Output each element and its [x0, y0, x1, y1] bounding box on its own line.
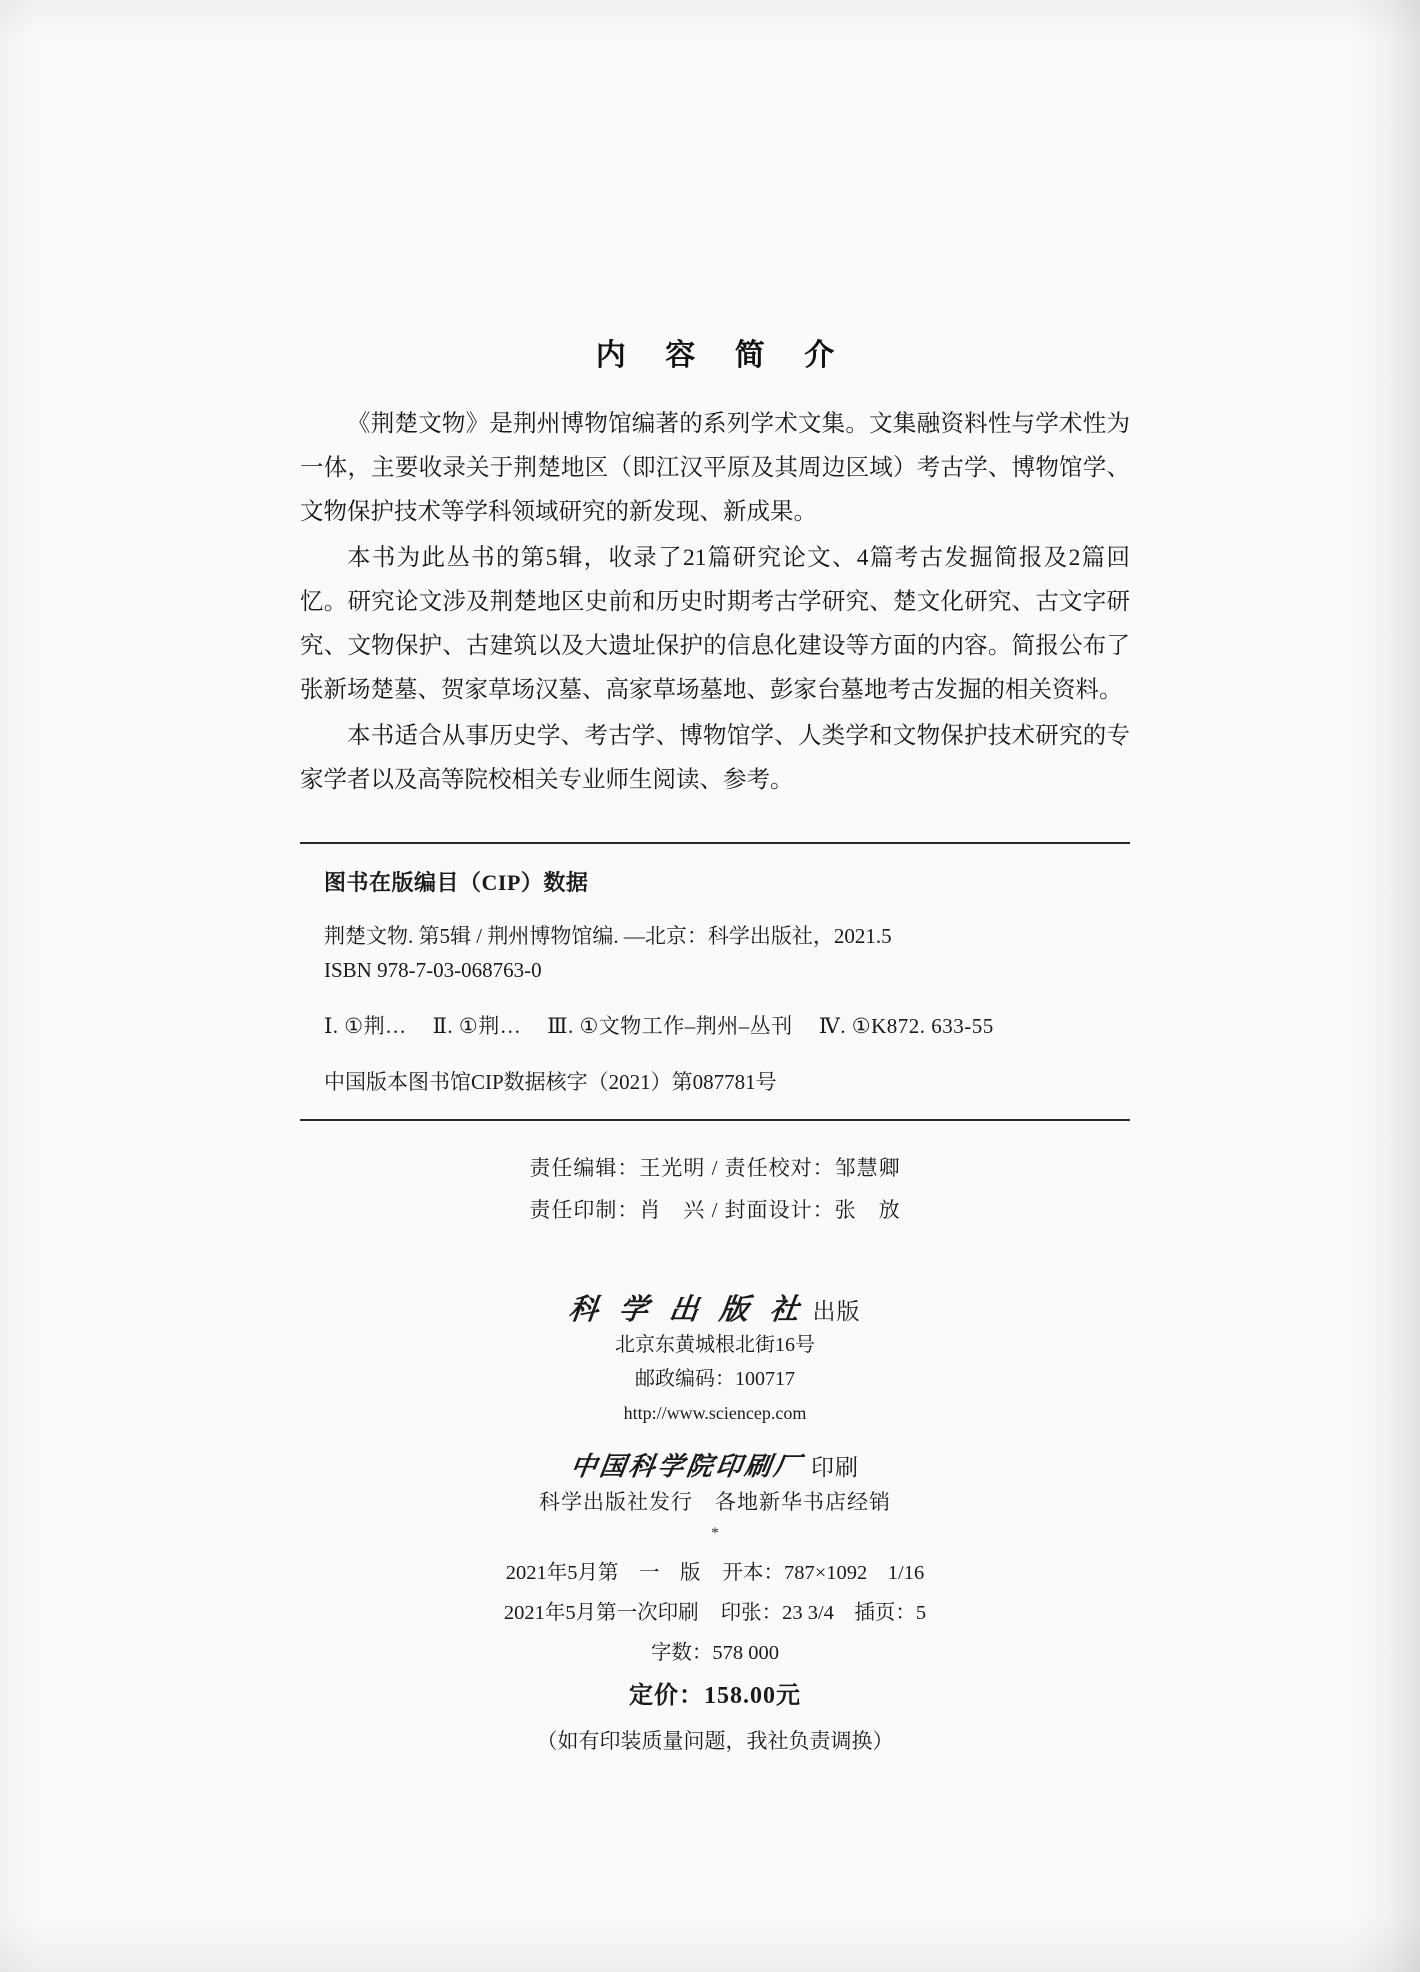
- cip-class-1: Ⅰ. ①荆…: [324, 1014, 407, 1038]
- publisher-suffix: 出版: [812, 1299, 861, 1324]
- cip-class-4: Ⅳ. ①K872. 633-55: [818, 1014, 994, 1038]
- page-title: 内 容 简 介: [595, 339, 851, 372]
- cip-entry-line-2: ISBN 978-7-03-068763-0: [324, 958, 542, 982]
- printing-date: 2021年5月第一次印刷: [503, 1602, 699, 1624]
- imprint-line-2: [300, 1593, 1130, 1633]
- summary-paragraph-3: 本书适合从事历史学、考古学、博物馆学、人类学和文物保护技术研究的专家学者以及高等院校相关专业师生阅读、参考。: [300, 723, 1130, 793]
- summary-paragraph-1: 《荆楚文物》是荆州博物馆编著的系列学术文集。文集融资料性与学术性为一体，主要收录关于荆楚地区（即江汉平原及其周边区域）考古学、博物馆学、文物保护技术等学科领域研究的新发现、新成果。: [300, 411, 1130, 525]
- cip-block: [300, 842, 1130, 1121]
- printer-logo: 中国科学院印刷厂: [568, 1452, 805, 1481]
- price: 定价：158.00元: [629, 1683, 801, 1709]
- imprint-stats: [300, 1553, 1130, 1673]
- science-press-logo: 科 学 出 版 社: [567, 1294, 809, 1326]
- cip-class-2: Ⅱ. ①荆…: [432, 1014, 522, 1038]
- scan-shadow-left: [0, 0, 40, 1972]
- sheets-inserts: 印张：23 3/4 插页：5: [720, 1602, 927, 1624]
- distribution-line: 科学出版社发行 各地新华书店经销: [539, 1490, 891, 1514]
- publisher-url: http://www.sciencep.com: [623, 1403, 807, 1423]
- cip-nucleus-number: 中国版本图书馆CIP数据核字（2021）第087781号: [324, 1070, 777, 1094]
- staff-credits: [300, 1147, 1130, 1231]
- printer-row: [300, 1446, 1130, 1483]
- cip-classification: [324, 1009, 1130, 1043]
- word-count: 字数：578 000: [650, 1642, 780, 1664]
- page-content: [300, 330, 1130, 1763]
- credit-line-editor: 责任编辑：王光明 / 责任校对：邹慧卿: [529, 1156, 901, 1180]
- credit-line-production: 责任印制：肖 兴 / 封面设计：张 放: [529, 1198, 901, 1222]
- cip-entry-line-1: 荆楚文物. 第5辑 / 荆州博物馆编. —北京：科学出版社，2021.5: [324, 924, 892, 948]
- imprint-line-1: [300, 1553, 1130, 1593]
- trim-size: 开本：787×1092 1/16: [722, 1562, 925, 1584]
- separator-asterisk: *: [711, 1525, 719, 1542]
- publisher-address: 北京东黄城根北街16号: [615, 1334, 815, 1356]
- publisher-postcode: 邮政编码：100717: [635, 1368, 795, 1390]
- quality-note: （如有印装质量问题，我社负责调换）: [536, 1729, 894, 1753]
- scan-shadow-bottom: [0, 1916, 1420, 1972]
- edition-date: 2021年5月第 一 版: [505, 1562, 701, 1584]
- scan-shadow-right: [1348, 0, 1420, 1972]
- publisher-row: [300, 1287, 1130, 1328]
- cip-class-3: Ⅲ. ①文物工作–荆州–丛刊: [547, 1014, 793, 1038]
- cip-heading: 图书在版编目（CIP）数据: [324, 870, 589, 895]
- printer-suffix: 印刷: [811, 1455, 859, 1480]
- scan-shadow-top: [0, 0, 1420, 40]
- summary-paragraph-2: 本书为此丛书的第5辑，收录了21篇研究论文、4篇考古发掘简报及2篇回忆。研究论文涉及荆楚地区史前和历史时期考古学研究、楚文化研究、古文字研究、文物保护、古建筑以及大遗址保护的信息化建设等方面的内容。简报公布了张新场楚墓、贺家草场汉墓、高家草场墓地、彭家台墓地考古发掘的相关资料。: [300, 545, 1130, 703]
